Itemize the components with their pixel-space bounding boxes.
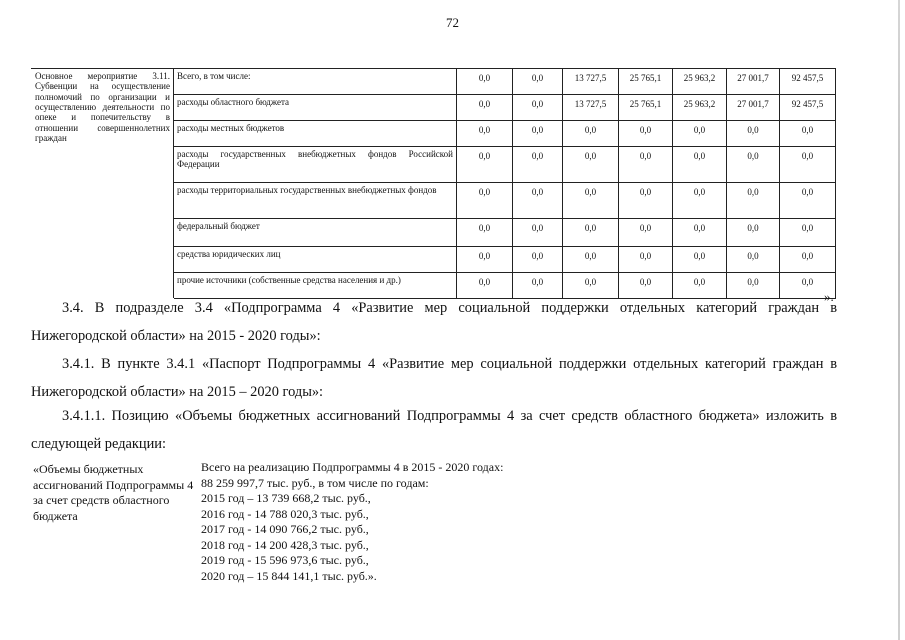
value-cell: 0,0	[727, 219, 780, 247]
value-cell: 0,0	[457, 183, 513, 219]
event-cell: Основное мероприятие 3.11. Субвенции на осуществление полномочий по организации и осуществлению деятельности по опеке и попечительству в отношении совершеннолетних граждан	[32, 69, 174, 299]
value-cell: 0,0	[457, 273, 513, 299]
value-cell: 0,0	[563, 273, 619, 299]
value-cell: 0,0	[673, 147, 727, 183]
value-cell: 0,0	[563, 121, 619, 147]
allocation-year-2016: 2016 год - 14 788 020,3 тыс. руб.,	[201, 506, 369, 521]
value-cell: 0,0	[619, 121, 673, 147]
allocation-details	[201, 460, 621, 584]
allocation-year-2017: 2017 год - 14 090 766,2 тыс. руб.,	[201, 522, 369, 536]
value-cell: 0,0	[780, 247, 836, 273]
value-cell: 13 727,5	[563, 69, 619, 95]
allocation-year-2015: 2015 год – 13 739 668,2 тыс. руб.,	[201, 491, 371, 505]
value-cell: 0,0	[513, 95, 563, 121]
value-cell: 0,0	[673, 219, 727, 247]
value-cell: 0,0	[619, 183, 673, 219]
value-cell: 0,0	[513, 183, 563, 219]
value-cell: 0,0	[727, 273, 780, 299]
value-cell: 0,0	[457, 219, 513, 247]
value-cell: 0,0	[513, 147, 563, 183]
value-cell: 0,0	[513, 69, 563, 95]
value-cell: 0,0	[563, 247, 619, 273]
value-cell: 0,0	[780, 121, 836, 147]
row-label: расходы государственных внебюджетных фондов Российской Федерации	[174, 147, 457, 183]
value-cell: 0,0	[727, 147, 780, 183]
value-cell: 92 457,5	[780, 95, 836, 121]
value-cell: 0,0	[727, 247, 780, 273]
paragraph-3-4-1: 3.4.1. В пункте 3.4.1 «Паспорт Подпрограммы 4 «Развитие мер социальной поддержки отдельных категорий граждан в Нижегородской области» на 2015 – 2020 годы»:	[31, 356, 837, 400]
allocation-year-2019: 2019 год - 15 596 973,6 тыс. руб.,	[201, 553, 369, 567]
value-cell: 25 765,1	[619, 69, 673, 95]
value-cell: 0,0	[673, 121, 727, 147]
value-cell: 0,0	[780, 183, 836, 219]
row-label: расходы областного бюджета	[174, 95, 457, 121]
value-cell: 0,0	[780, 219, 836, 247]
value-cell: 0,0	[563, 183, 619, 219]
closing-quote-mark: ».	[824, 289, 834, 304]
row-label: расходы местных бюджетов	[174, 121, 457, 147]
value-cell: 0,0	[457, 95, 513, 121]
value-cell: 0,0	[619, 247, 673, 273]
value-cell: 0,0	[563, 219, 619, 247]
allocation-total-line: Всего на реализацию Подпрограммы 4 в 2015 - 2020 годах:	[201, 460, 504, 474]
paragraph-3-4: 3.4. В подразделе 3.4 «Подпрограмма 4 «Развитие мер социальной поддержки отдельных категорий граждан в Нижегородской области» на 2015 - 2020 годы»:	[31, 300, 837, 344]
row-label: прочие источники (собственные средства населения и др.)	[174, 273, 457, 299]
value-cell: 92 457,5	[780, 69, 836, 95]
value-cell: 0,0	[513, 219, 563, 247]
value-cell: 0,0	[563, 147, 619, 183]
allocation-total-amount: 88 259 997,7 тыс. руб., в том числе по годам:	[201, 475, 429, 490]
value-cell: 27 001,7	[727, 95, 780, 121]
value-cell: 0,0	[457, 247, 513, 273]
value-cell: 25 963,2	[673, 69, 727, 95]
allocation-year-2020: 2020 год – 15 844 141,1 тыс. руб.».	[201, 568, 377, 583]
value-cell: 25 963,2	[673, 95, 727, 121]
value-cell: 0,0	[727, 183, 780, 219]
value-cell: 13 727,5	[563, 95, 619, 121]
page-number: 72	[446, 15, 459, 30]
table-row	[32, 69, 836, 95]
value-cell: 0,0	[780, 147, 836, 183]
value-cell: 0,0	[513, 121, 563, 147]
value-cell: 0,0	[727, 121, 780, 147]
value-cell: 0,0	[457, 69, 513, 95]
allocation-label: «Объемы бюджетных ассигнований Подпрограммы 4 за счет средств областного бюджета	[33, 462, 194, 523]
value-cell: 0,0	[619, 147, 673, 183]
value-cell: 0,0	[619, 273, 673, 299]
row-label: средства юридических лиц	[174, 247, 457, 273]
value-cell: 0,0	[457, 147, 513, 183]
value-cell: 0,0	[513, 247, 563, 273]
budget-table	[31, 68, 836, 299]
value-cell: 0,0	[780, 273, 836, 299]
row-label: Всего, в том числе:	[174, 69, 457, 95]
value-cell: 0,0	[513, 273, 563, 299]
allocation-year-2018: 2018 год - 14 200 428,3 тыс. руб.,	[201, 537, 369, 552]
value-cell: 0,0	[457, 121, 513, 147]
value-cell: 0,0	[619, 219, 673, 247]
row-label: расходы территориальных государственных внебюджетных фондов	[174, 183, 457, 219]
scan-edge-shadow	[898, 0, 900, 640]
value-cell: 0,0	[673, 183, 727, 219]
value-cell: 0,0	[673, 247, 727, 273]
paragraph-3-4-1-1: 3.4.1.1. Позицию «Объемы бюджетных ассигнований Подпрограммы 4 за счет средств областного бюджета» изложить в следующей редакции:	[31, 408, 837, 452]
value-cell: 27 001,7	[727, 69, 780, 95]
value-cell: 25 765,1	[619, 95, 673, 121]
value-cell: 0,0	[673, 273, 727, 299]
row-label: федеральный бюджет	[174, 219, 457, 247]
